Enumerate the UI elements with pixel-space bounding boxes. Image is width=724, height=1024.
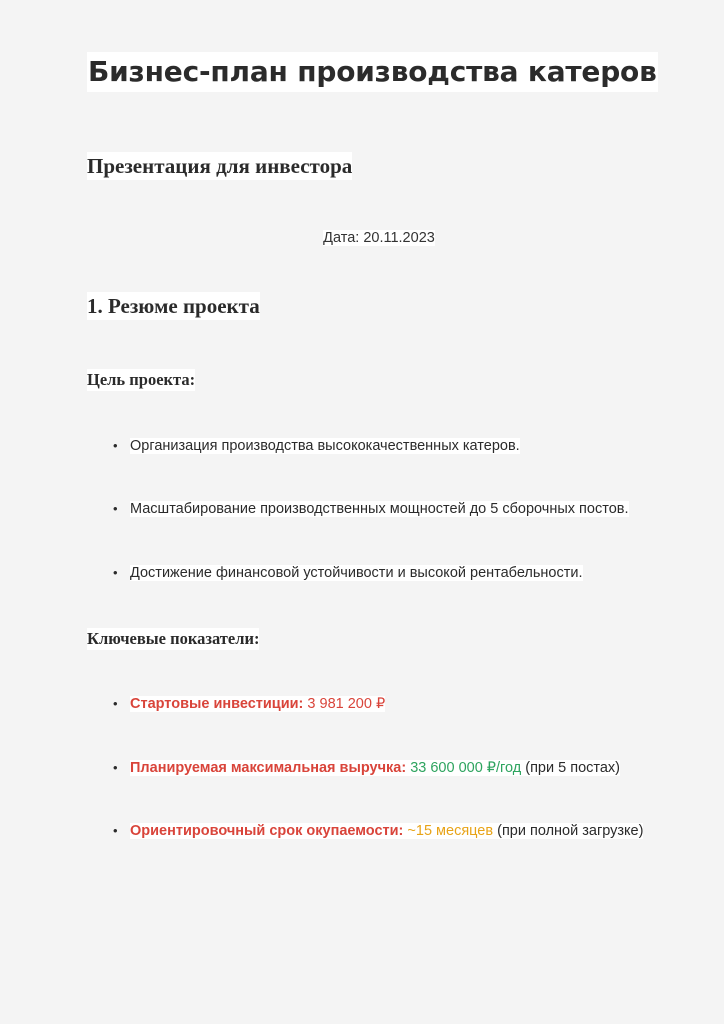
kpi-payback-label: Ориентировочный срок окупаемости: (130, 823, 404, 839)
list-item (113, 758, 620, 778)
kpi-payback-note: (при полной загрузке) (497, 823, 644, 839)
kpi-revenue-note: (при 5 постах) (525, 760, 621, 776)
document-date (0, 229, 724, 247)
kpi-investment-value: 3 981 200 ₽ (307, 696, 386, 712)
goal-text: Достижение финансовой устойчивости и высокой рентабельности. (130, 565, 583, 581)
kpi-revenue-value: 33 600 000 ₽/год (410, 760, 522, 776)
kpi-investment-label: Стартовые инвестиции: (130, 696, 304, 712)
goal-label: Цель проекта: (87, 370, 196, 389)
goal-text: Организация производства высококачественных катеров. (130, 438, 520, 454)
list-item (113, 694, 385, 714)
section-title-summary: 1. Резюме проекта (87, 294, 260, 318)
document-subtitle: Презентация для инвестора (87, 154, 353, 178)
list-item (113, 563, 583, 583)
bullet-dot-icon: • (113, 565, 118, 580)
list-item (113, 821, 643, 841)
bullet-dot-icon: • (113, 501, 118, 516)
goal-text: Масштабирование производственных мощностей до 5 сборочных постов. (130, 501, 629, 517)
bullet-dot-icon: • (113, 760, 118, 775)
bullet-dot-icon: • (113, 696, 118, 711)
bullet-dot-icon: • (113, 438, 118, 453)
list-item (113, 436, 520, 456)
document-title: Бизнес-план производства катеров (87, 52, 658, 92)
list-item (113, 499, 629, 519)
kpi-payback-value: ~15 месяцев (407, 823, 494, 839)
kpi-revenue-label: Планируемая максимальная выручка: (130, 760, 407, 776)
bullet-dot-icon: • (113, 823, 118, 838)
date-text: Дата: 20.11.2023 (323, 230, 435, 246)
kpi-label: Ключевые показатели: (87, 629, 260, 648)
